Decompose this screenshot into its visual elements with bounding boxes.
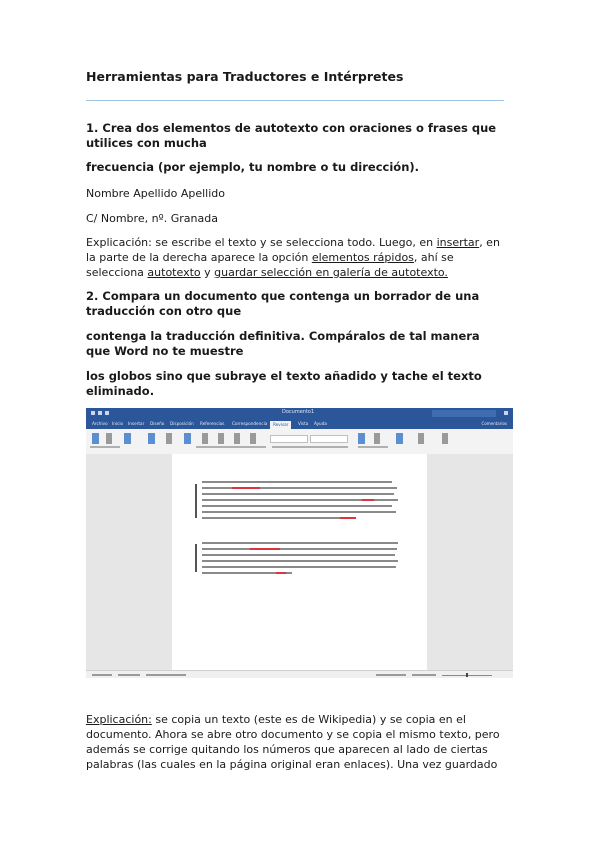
explanation-1-text-c: , ahí se selecciona bbox=[86, 251, 454, 279]
account-icon bbox=[504, 411, 508, 415]
text-line bbox=[202, 554, 395, 556]
guardar-seleccion-link: guardar selección en galería de autotexto. bbox=[214, 266, 448, 279]
question-2-line-2: contenga la traducción definitiva. Compáralos de tal manera que Word no te muestre bbox=[86, 329, 480, 358]
tab-diseno: Diseño bbox=[150, 421, 165, 426]
word-ribbon bbox=[86, 429, 513, 455]
delete-comment-icon bbox=[218, 433, 224, 444]
word-count-status bbox=[118, 674, 140, 676]
question-1-line-1: 1. Crea dos elementos de autotexto con oraciones o frases que utilices con mucha bbox=[86, 121, 497, 150]
elementos-rapidos-link: elementos rápidos bbox=[311, 251, 414, 264]
undo-icon bbox=[98, 411, 102, 415]
autotexto-link: autotexto bbox=[147, 266, 201, 279]
word-title-bar bbox=[86, 408, 513, 420]
reject-icon bbox=[374, 433, 380, 444]
zoom-slider-knob bbox=[466, 673, 468, 677]
page-count-status bbox=[92, 674, 112, 676]
previous-comment-icon bbox=[234, 433, 240, 444]
tab-disposicion: Disposición bbox=[170, 421, 194, 426]
focus-status bbox=[376, 674, 406, 676]
save-icon bbox=[91, 411, 95, 415]
text-line bbox=[202, 517, 352, 519]
autotext-example-address: C/ Nombre, nº. Granada bbox=[86, 212, 218, 225]
tab-correspondencia: Correspondencia bbox=[232, 421, 268, 426]
tab-inicio: Inicio bbox=[112, 421, 124, 426]
word-search-box bbox=[432, 410, 496, 417]
text-line bbox=[202, 505, 392, 507]
text-line bbox=[202, 493, 394, 495]
markup-dropdown bbox=[310, 435, 348, 443]
tracked-change bbox=[362, 499, 374, 501]
explanation-2-label: Explicación: bbox=[86, 713, 152, 726]
explanation-1-text-d: y bbox=[200, 266, 215, 279]
explanation-2 bbox=[86, 712, 506, 772]
title-divider bbox=[86, 100, 504, 101]
ink-icon bbox=[442, 433, 448, 444]
tracked-change bbox=[250, 548, 280, 550]
tracked-change bbox=[276, 572, 286, 574]
next-comment-icon bbox=[250, 433, 256, 444]
tracked-change bbox=[340, 517, 356, 519]
tab-vista: Vista bbox=[298, 421, 309, 426]
redo-icon bbox=[105, 411, 109, 415]
document-page bbox=[172, 454, 427, 670]
word-window-title: Documento1 bbox=[282, 409, 315, 415]
word-status-bar bbox=[86, 670, 513, 678]
text-line bbox=[202, 548, 397, 550]
explanation-1-text-b: , en la parte de la derecha aparece la opción bbox=[86, 236, 500, 264]
text-line bbox=[202, 481, 392, 483]
accept-icon bbox=[358, 433, 365, 444]
text-line bbox=[202, 566, 396, 568]
page-title: Herramientas para Traductores e Intérpretes bbox=[86, 69, 404, 84]
word-screenshot bbox=[86, 408, 513, 678]
language-status bbox=[146, 674, 186, 676]
compare-icon bbox=[396, 433, 403, 444]
text-line bbox=[202, 511, 396, 513]
tab-insertar: Insertar bbox=[128, 421, 145, 426]
tracked-change bbox=[232, 487, 260, 489]
explanation-1 bbox=[86, 235, 506, 280]
spelling-icon bbox=[92, 433, 99, 444]
translate-icon bbox=[166, 433, 172, 444]
view-buttons bbox=[412, 674, 436, 676]
tab-referencias: Referencias bbox=[200, 421, 225, 426]
group-label-revision bbox=[90, 446, 120, 448]
autotext-example-name: Nombre Apellido Apellido bbox=[86, 187, 226, 200]
tab-revisar: Revisar bbox=[270, 421, 291, 429]
text-line bbox=[202, 560, 398, 562]
language-icon bbox=[184, 433, 191, 444]
comments-button: Comentarios bbox=[481, 421, 507, 426]
group-label-cambios bbox=[358, 446, 388, 448]
tab-archivo: Archivo bbox=[92, 421, 108, 426]
thesaurus-icon bbox=[106, 433, 112, 444]
track-changes-dropdown bbox=[270, 435, 308, 443]
question-2-line-1: 2. Compara un documento que contenga un borrador de una traducción con otro que bbox=[86, 289, 480, 318]
change-marker-bar bbox=[195, 544, 197, 572]
question-1-line-2: frecuencia (por ejemplo, tu nombre o tu dirección). bbox=[86, 160, 420, 174]
change-marker-bar bbox=[195, 484, 197, 518]
document-canvas bbox=[86, 454, 513, 670]
accessibility-icon bbox=[148, 433, 155, 444]
text-line bbox=[202, 542, 398, 544]
explanation-1-text-a: Explicación: se escribe el texto y se selecciona todo. Luego, en bbox=[86, 236, 437, 249]
group-label-comentarios bbox=[196, 446, 266, 448]
word-count-icon bbox=[124, 433, 131, 444]
question-2-line-3: los globos sino que subraye el texto añadido y tache el texto eliminado. bbox=[86, 369, 482, 398]
explanation-2-text: se copia un texto (este es de Wikipedia) y se copia en el documento. Ahora se abre otro documento y se copia el mismo texto, pero además se corrige quitando los números que aparecen al lado de ciertas palabras (las cuales en la página original eran enlaces). Una vez guardado bbox=[86, 713, 500, 771]
new-comment-icon bbox=[202, 433, 208, 444]
word-ribbon-tabs bbox=[86, 420, 513, 429]
group-label-seguimiento bbox=[272, 446, 348, 448]
insertar-link: insertar bbox=[436, 236, 480, 249]
protect-icon bbox=[418, 433, 424, 444]
tab-ayuda: Ayuda bbox=[314, 421, 327, 426]
